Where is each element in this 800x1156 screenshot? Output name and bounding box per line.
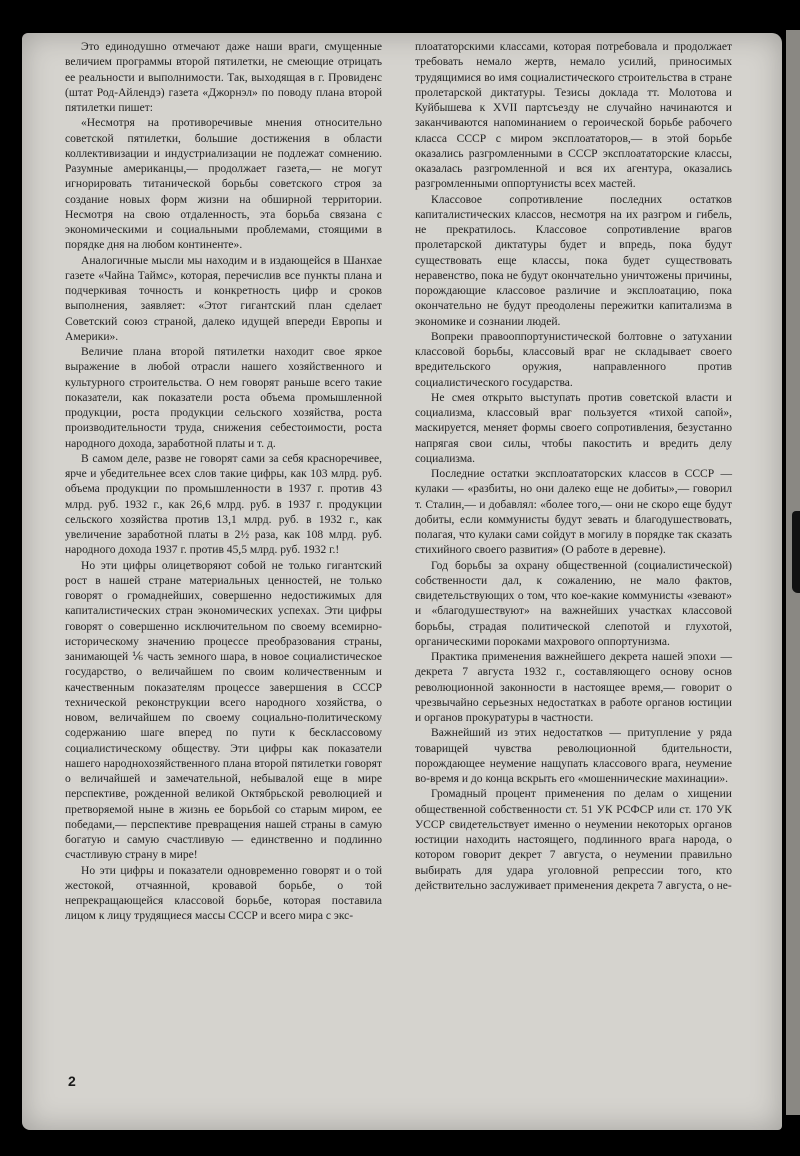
paragraph: Это единодушно отмечают даже наши враги, смущенные величием программы второй пятилетки, не смеющие отрицать ее реальности и выполнимости. Так, выходящая в г. Провиденс (штат Род-Айлендэ) газета «Джорнэл» по поводу плана второй пятилетки пишет: — [65, 41, 382, 114]
paragraph: Величие плана второй пятилетки находит свое яркое выражение в любой отрасли нашего хозяйственного и культурного строительства. О нем говорят раньше всего такие показатели, как показатели роста объема промышленной продукции, роста продукции сельского хозяйства, роста производительности труда, снижения себестоимости, роста народного дохода, заработной платы и т. д. — [65, 346, 382, 450]
paragraph: плоататорскими классами, которая потребовала и продолжает требовать немало жертв, немало усилий, приносимых трудящимися во имя социалистического строительства в стране пролетарской диктатуры. Тезисы доклада тт. Молотова и Куйбышева к XVII партсъезду не случайно начинаются и заканчиваются напоминанием о героической борьбе рабочего класса СССР с миром эксплоататоров,— в этой борьбе оказались разгромленными в СССР эксплоататорские классы, оказалась разгромленной и вся их агентура, оказались разгромленными оппортунисты всех мастей. — [415, 41, 732, 191]
paragraph: Но эти цифры и показатели одновременно говорят и о той жестокой, отчаянной, кровавой борьбе, о той непрекращающейся классовой борьбе, которая поставила лицом к лицу трудящиеся массы СССР и всего мира с экс- — [65, 864, 382, 923]
paragraph: Но эти цифры олицетворяют собой не только гигантский рост в нашей стране материальных ценностей, не только говорят о громаднейших, совершенно недостижимых для капиталистических стран экономических успехах. Эти цифры говорят о совершенно исключительном по своему всемирно-историческому значению процессе преобразования страны, занимающей ⅙ часть земного шара, в новое социалистическое государство, о величайшем по своим количественным и качественным показателям процессе завершения в СССР технической реконструкции всего народного хозяйства, о новом, величайшем по своему социально-политическому содержанию шаге вперед по пути к бесклассовому социалистическому обществу. Эти цифры как показатели нашего народнохозяйственного плана второй пятилетки говорят о величайшей и замечательной, небывалой еще в мире перспективе, рожденной великой Октябрьской революцией и претворяемой ныне в жизнь ее борьбой со старым миром, ее победами,— перспективе превращения нашей страны в самую богатую и самую счастливую — единственно и подлинно счастливую страну в мире! — [65, 559, 382, 862]
paragraph: Классовое сопротивление последних остатков капиталистических классов, несмотря на их разгром и гибель, не прекратилось. Классовое сопротивление врагов пролетарской диктатуры будет и впредь, пока будут существовать еще классы, пока будет существовать неравенство, пока не будут окончательно уничтожены причины, порождающие классовое различие и эксплоатацию, пока окончательно не будут преодолены пережитки капитализма в экономике и сознании людей. — [415, 193, 732, 328]
paragraph: Громадный процент применения по делам о хищении общественной собственности ст. 51 УК РСФСР или ст. 170 УК УССР свидетельствует именно о неумении некоторых органов юстиции находить настоящего, подлинного врага народа, о котором говорит декрет 7 августа, о неумении правильно выбирать для удара уголовной репрессии того, кто действительно заслуживает применения декрета 7 августа, о не- — [415, 788, 732, 892]
page-tear — [792, 511, 800, 593]
paragraph: В самом деле, разве не говорят сами за себя красноречивее, ярче и убедительнее всех слов такие цифры, как 103 млрд. руб. объема продукции по промышленности в 1937 г. против 43 млрд. руб. 1932 г., как 26,6 млрд. руб. в 1937 г. продукции сельского хозяйства против 13,1 млрд. руб. в 1932 г., как увеличение заработной платы в 2½ раза, как 108 млрд. руб. народного дохода 1937 г. против 45,5 млрд. руб. 1932 г.! — [65, 452, 382, 557]
paragraph: «Несмотря на противоречивые мнения относительно советской пятилетки, большие достижения в области коллективизации и индустриализации не подлежат сомнению. Разумные американцы,— продолжает газета,— не могут игнорировать титанической борьбы советского строя за создание новых форм жизни на обширной территории. Несмотря на свою отдаленность, эта борьба связана с экономическими и социальными проблемами, стоящими в порядке дня на любом континенте». — [65, 117, 382, 252]
paragraph: Важнейший из этих недостатков — притупление у ряда товарищей чувства революционной бдительности, порождающее неумение нащупать классового врага, неумение во-время и до конца вскрыть его «мошеннические махинации». — [415, 727, 732, 785]
right-column — [415, 40, 732, 894]
left-column — [65, 40, 382, 925]
paragraph: Последние остатки эксплоататорских классов в СССР — кулаки — «разбиты, но они далеко еще не добиты»,— говорил т. Сталин,— и добавлял: «более того,— они не скоро еще будут добиты, если коммунисты будут зевать и благодушествовать, полагая, что кулаки сами сойдут в могилу в порядке так сказать стихийного своего развития» (О работе в деревне). — [415, 468, 732, 557]
page-number: 2 — [68, 1073, 76, 1089]
paragraph: Год борьбы за охрану общественной (социалистической) собственности дал, к сожалению, не мало фактов, свидетельствующих о том, что кое-какие коммунисты «зевают» и «благодушествуют» на важнейших участках классовой борьбы, страдая политической слепотой и глухотой, органическими пороками махрового оппортунизма. — [415, 559, 732, 648]
paragraph: Вопреки правооппортунистической болтовне о затухании классовой борьбы, классовый враг не складывает своего вредительского оружия, направленного против социалистического государства. — [415, 330, 732, 389]
paragraph: Практика применения важнейшего декрета нашей эпохи — декрета 7 августа 1932 г., составляющего основу основ революционной законности в настоящее время,— говорит о чрезвычайно серьезных недостатках в работе органов юстиции и органов прокуратуры в частности. — [415, 651, 732, 724]
paragraph: Аналогичные мысли мы находим и в издающейся в Шанхае газете «Чайна Таймс», которая, перечислив все пункты плана и подчеркивая точность и конкретность цифр и сроков выполнения, заявляет: «Этот гигантский план сделает Советский союз страной, далеко идущей впереди Европы и Америки». — [65, 254, 382, 343]
paragraph: Не смея открыто выступать против советской власти и социализма, классовый враг пользуется «тихой сапой», маскируется, меняет формы своего сопротивления, безустанно напрягая свои силы, чтобы пакостить и вредить делу социализма. — [415, 391, 732, 465]
